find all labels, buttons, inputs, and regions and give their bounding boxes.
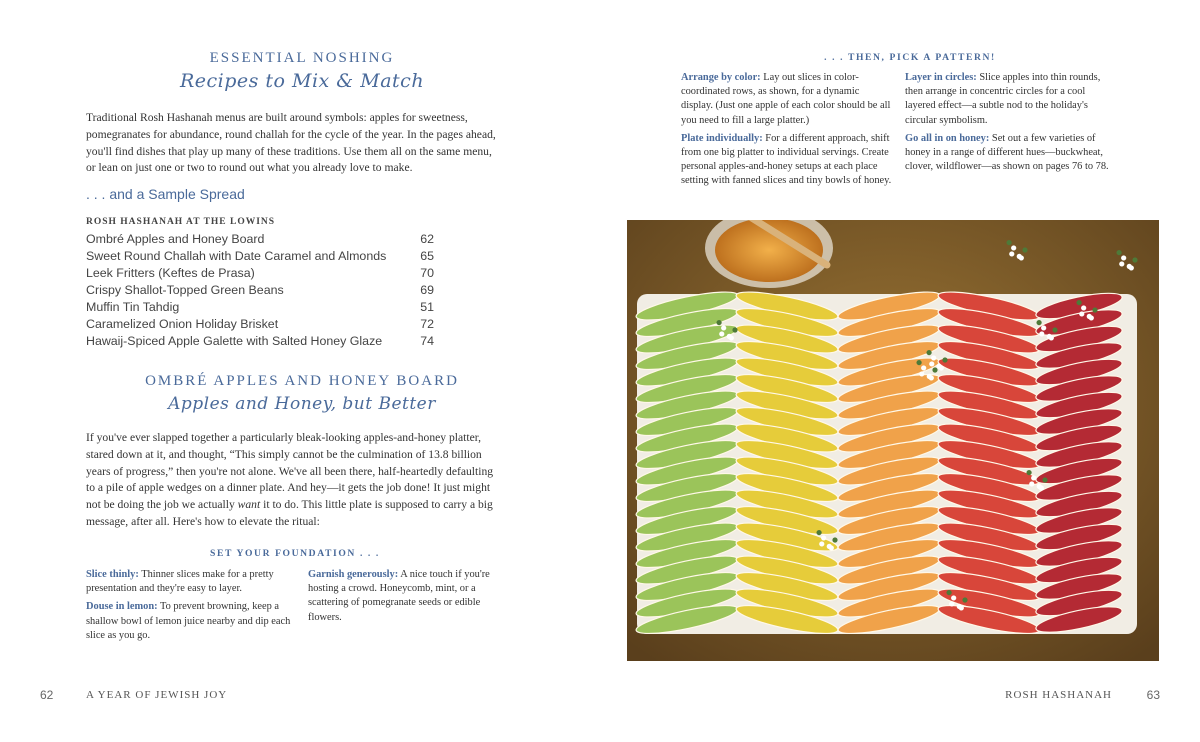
- tip-lead: Douse in lemon:: [86, 601, 158, 613]
- intro-paragraph: Traditional Rosh Hashanah menus are built around symbols: apples for sweetness, pomegranates for abundance, round challah for the cycle of the year. In the pages ahead, you'll find dishes that play up many of these traditions. Use them all on the same menu, or lean on just one or two to round out what you already love to make.: [86, 111, 496, 175]
- tip-lead: Arrange by color:: [681, 72, 761, 83]
- tip: [905, 132, 1117, 175]
- menu-list: [86, 231, 434, 350]
- tip: [86, 600, 294, 643]
- running-footer: ROSH HASHANAH: [1005, 689, 1112, 701]
- paragraph-text: it to do. This little plate is supposed to carry a big message, after all. Here's how to elevate the ritual:: [86, 498, 493, 528]
- menu-item: [86, 231, 434, 248]
- pattern-header: . . . THEN, PICK A PATTERN!: [824, 52, 996, 63]
- tip-lead: Layer in circles:: [905, 72, 977, 83]
- section-subtitle: Recipes to Mix & Match: [179, 70, 425, 92]
- menu-item: [86, 282, 434, 299]
- tip-text: For a different approach, shift from one big platter to individual servings. Create personal apples-and-honey setups at each place setting with fanned slices and tiny bowls of honey.: [681, 132, 892, 187]
- tip-text: Lay out slices in color-coordinated rows, as shown, for a dynamic display. (Just one apple of each color should be all you need to fill a large platter.): [681, 72, 891, 126]
- photo-illustration: [627, 220, 1159, 661]
- menu-item: [86, 299, 434, 316]
- menu-item: [86, 265, 434, 282]
- emphasis-text: want: [237, 498, 261, 512]
- tip-lead: Plate individually:: [681, 132, 763, 144]
- menu-item-name: Muffin Tin Tahdig: [86, 300, 180, 314]
- page-number: 62: [40, 688, 54, 702]
- section-title: ESSENTIAL NOSHING: [209, 50, 395, 66]
- tip: [681, 71, 893, 128]
- menu-item: [86, 333, 434, 350]
- tip-text: Set out a few varieties of honey in a range of different hues—buckwheat, clover, wildflower—as shown on pages 76 to 78.: [905, 132, 1109, 173]
- menu-item-name: Hawaij-Spiced Apple Galette with Salted Honey Glaze: [86, 334, 383, 348]
- tip: [681, 132, 893, 189]
- menu-item: [86, 248, 434, 265]
- tip-text: Slice apples into thin rounds, then arrange in concentric circles for a cool layered effect—a subtle nod to the holiday's circular symbolism.: [905, 72, 1101, 126]
- page-number: 63: [1146, 688, 1160, 702]
- foundation-header: SET YOUR FOUNDATION . . .: [210, 548, 380, 559]
- pattern-column: [905, 71, 1117, 178]
- tip-text: A nice touch if you're hosting a crowd. Honeycomb, mint, or a scattering of pomegranate seeds or edible flowers.: [308, 569, 490, 623]
- menu-item-page: 70: [420, 266, 434, 280]
- menu-item-name: Leek Fritters (Keftes de Prasa): [86, 266, 255, 280]
- sample-spread-title: . . . and a Sample Spread: [86, 186, 245, 202]
- recipe-intro-paragraph: [86, 430, 504, 531]
- tip-lead: Slice thinly:: [86, 569, 139, 580]
- pattern-column: [681, 71, 893, 193]
- menu-item-name: Caramelized Onion Holiday Brisket: [86, 317, 279, 331]
- tip: [86, 568, 294, 596]
- menu-item-name: Ombré Apples and Honey Board: [86, 232, 265, 246]
- tip-text: To prevent browning, keep a shallow bowl of lemon juice nearby and dip each slice as you go.: [86, 601, 291, 641]
- menu-item-page: 74: [420, 334, 434, 348]
- menu-item-page: 69: [420, 283, 434, 297]
- running-footer: A YEAR OF JEWISH JOY: [86, 689, 228, 701]
- paragraph-text: If you've ever slapped together a particularly bleak-looking apples-and-honey platter, stared down at it, and thought, “This simply cannot be the culmination of 13.8 billion years of progress,” then you're not alone. We've all been there, half-heartedly defaulting to a pile of apple wedges on a dinner plate. And hey—it gets the job done! It just might not be doing the job we actually: [86, 431, 494, 512]
- menu-item-page: 62: [420, 232, 434, 246]
- tip: [308, 568, 504, 625]
- tip-text: Thinner slices make for a pretty presentation and they're easy to layer.: [86, 569, 274, 595]
- menu-item-page: 72: [420, 317, 434, 331]
- menu-item-page: 65: [420, 249, 434, 263]
- foundation-column: [308, 568, 504, 629]
- apple-platter-photo: [627, 220, 1159, 661]
- menu-item-name: Sweet Round Challah with Date Caramel and Almonds: [86, 249, 387, 263]
- menu-item-page: 51: [420, 300, 434, 314]
- recipe-title: OMBRÉ APPLES AND HONEY BOARD: [145, 373, 459, 389]
- menu-item-name: Crispy Shallot-Topped Green Beans: [86, 283, 284, 297]
- menu-item: [86, 316, 434, 333]
- tip: [905, 71, 1117, 128]
- menu-header: ROSH HASHANAH AT THE LOWINS: [86, 217, 276, 227]
- foundation-column: [86, 568, 294, 647]
- recipe-subtitle: Apples and Honey, but Better: [168, 394, 436, 414]
- tip-lead: Go all in on honey:: [905, 132, 990, 144]
- tip-lead: Garnish generously:: [308, 569, 399, 580]
